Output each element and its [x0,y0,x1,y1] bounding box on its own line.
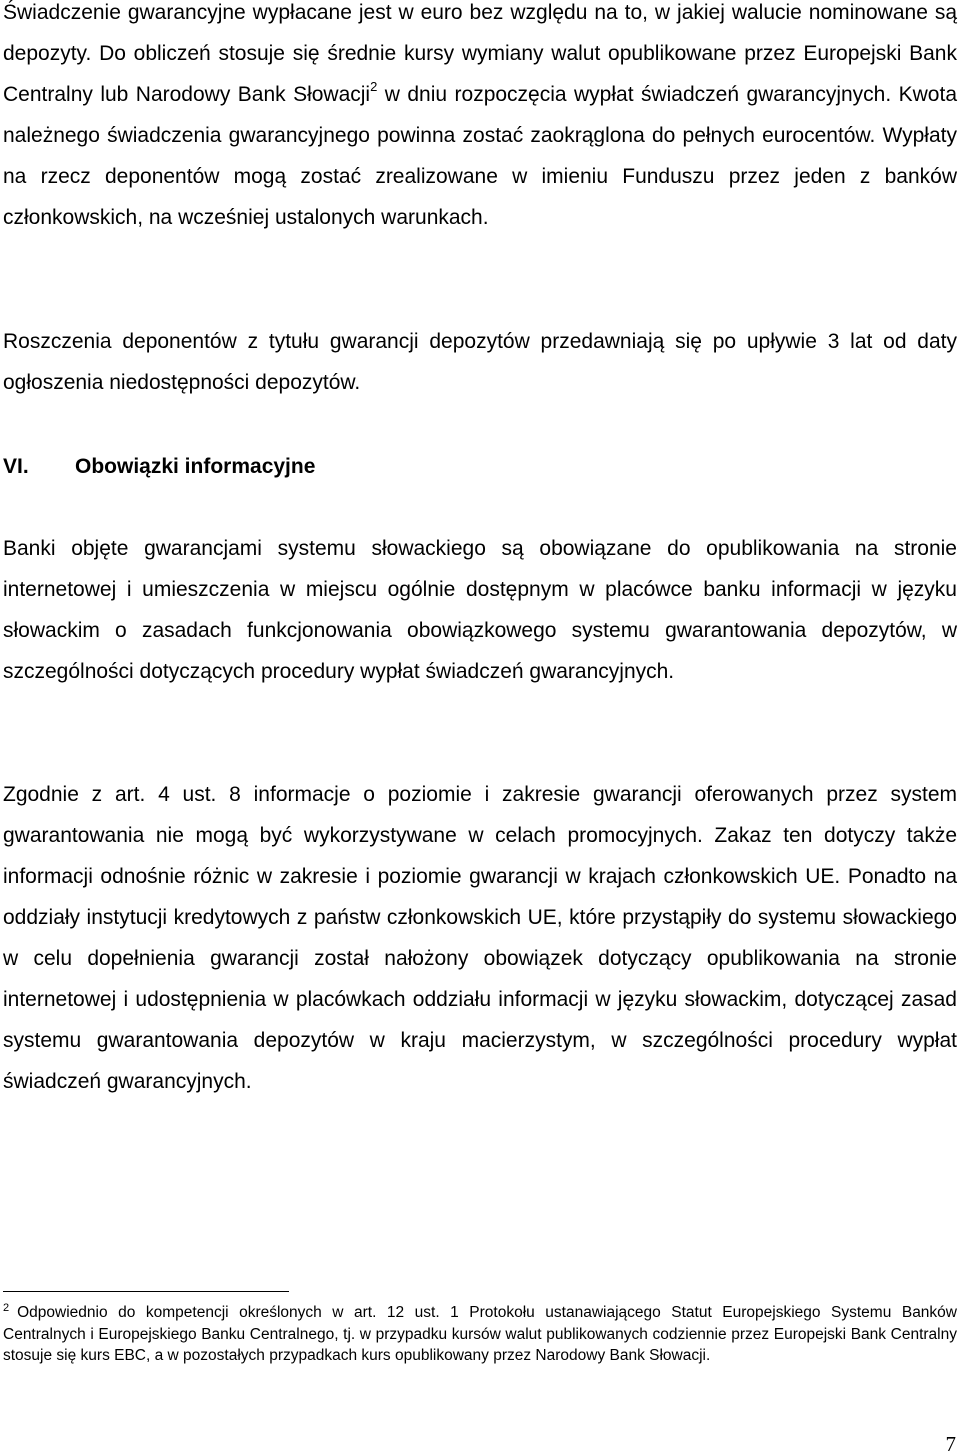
paragraph-payout-currency-text-a: Świadczenie gwarancyjne wypłacane jest w euro bez względu na to, w jakiej walucie nominowane są depozyty. Do obliczeń stosuje się średnie kursy wymiany walut opublikowane przez Europejski Bank Centralny lub Narodowy Bank Słowacji [3,1,957,106]
paragraph-information-duties: Banki objęte gwarancjami systemu słowackiego są obowiązane do opublikowania na stronie internetowej i umieszczenia w miejscu ogólnie dostępnym w placówce banku informacji w języku słowackim o zasadach funkcjonowania obowiązkowego systemu gwarantowania depozytów, w szczególności dotyczących procedury wypłat świadczeń gwarancyjnych. [3,537,957,683]
paragraph-payout-currency-text-b: w dniu rozpoczęcia wypłat świadczeń gwarancyjnych. Kwota należnego świadczenia gwarancyjnego powinna zostać zaokrąglona do pełnych eurocentów. Wypłaty na rzecz deponentów mogą zostać zrealizowane w imieniu Funduszu przez jeden z banków członkowskich, na wcześniej ustalonych warunkach. [3,83,957,229]
footnote-marker: 2 [3,1301,10,1314]
footnote-separator [3,1291,289,1292]
paragraph-payout-currency [3,0,957,238]
section-number: VI. [3,455,29,478]
page-number: 7 [945,1432,956,1456]
footnote-reference: 2 [370,79,378,94]
footnote-text: Odpowiednio do kompetencji określonych w art. 12 ust. 1 Protokołu ustanawiającego Statut Europejskiego Systemu Banków Centralnych i Europejskiego Banku Centralnego, tj. w przypadku kursów walut publikowanych codziennie przez Europejski Bank Centralny stosuje się kurs EBC, a w pozostałych przypadkach kurs opublikowany przez Narodowy Bank Słowacji. [3,1304,957,1364]
section-title: Obowiązki informacyjne [75,455,316,478]
footnote [3,1302,957,1367]
paragraph-claims-limitation: Roszczenia deponentów z tytułu gwarancji depozytów przedawniają się po upływie 3 lat od daty ogłoszenia niedostępności depozytów. [3,330,957,394]
section-heading [3,446,957,487]
paragraph-promotion-restrictions: Zgodnie z art. 4 ust. 8 informacje o poziomie i zakresie gwarancji oferowanych przez system gwarantowania nie mogą być wykorzystywane w celach promocyjnych. Zakaz ten dotyczy także informacji odnośnie różnic w zakresie i poziomie gwarancji w krajach członkowskich UE. Ponadto na oddziały instytucji kredytowych z państw członkowskich UE, które przystąpiły do systemu słowackiego w celu dopełnienia gwarancji został nałożony obowiązek dotyczący opublikowania na stronie internetowej i udostępnienia w placówkach oddziału informacji w języku słowackim, dotyczącej zasad systemu gwarantowania depozytów w kraju macierzystym, w szczególności procedury wypłat świadczeń gwarancyjnych. [3,783,957,1093]
